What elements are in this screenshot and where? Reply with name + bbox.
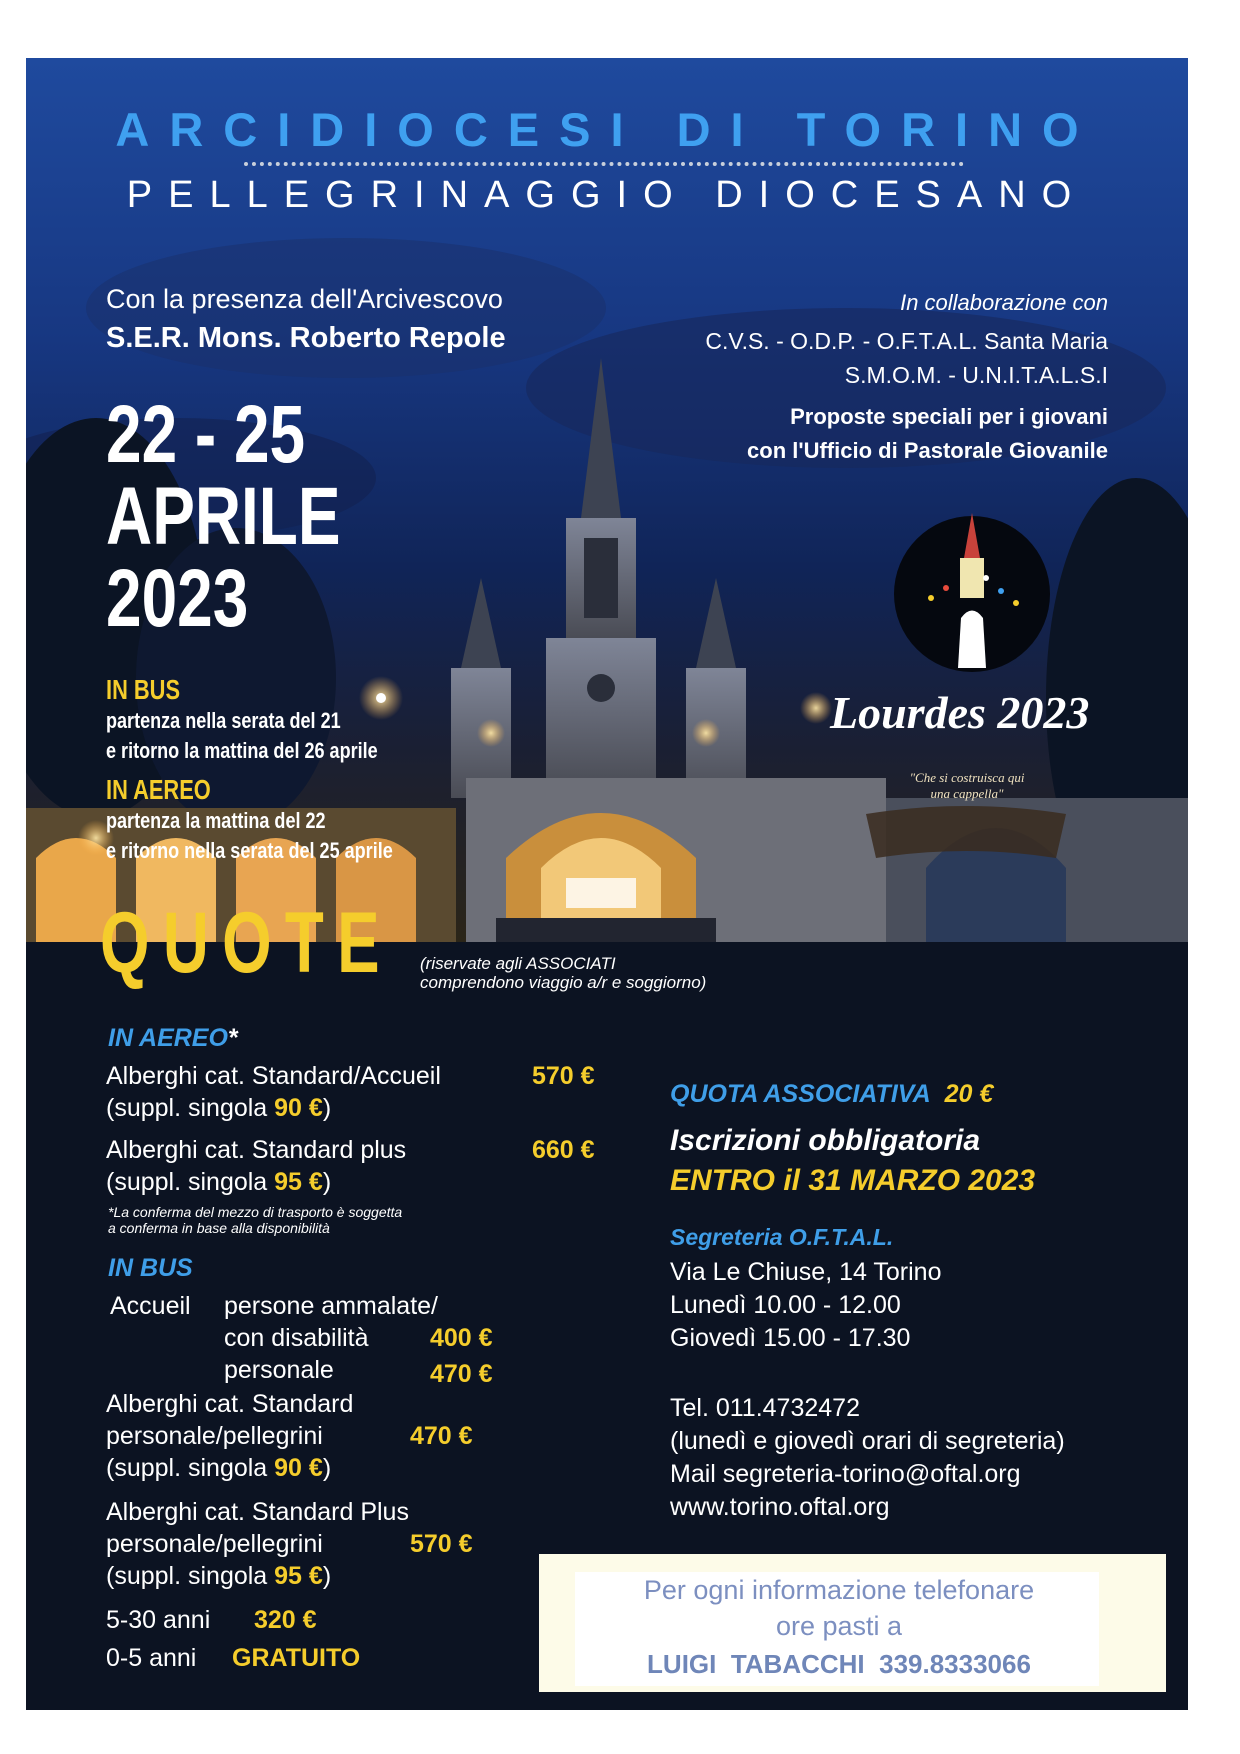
header-dotted-divider bbox=[244, 162, 964, 166]
quote-title: QUOTE bbox=[100, 895, 393, 991]
aereo-footnote: *La conferma del mezzo di trasporto è soggetta a conferma in base alla disponibilità bbox=[108, 1204, 403, 1236]
lourdes-logo-text bbox=[830, 686, 1089, 739]
bus-section-label: IN BUS bbox=[108, 1254, 193, 1282]
bus-child-price: GRATUITO bbox=[232, 1644, 361, 1672]
office-name: Segreteria O.F.T.A.L. bbox=[670, 1224, 894, 1250]
office-email[interactable]: Mail segreteria-torino@oftal.org bbox=[670, 1460, 1021, 1488]
bus-child-label: 0-5 anni bbox=[106, 1644, 197, 1672]
date-days: 22 - 25 bbox=[106, 389, 306, 480]
aereo-row-standard-accueil-suppl: (suppl. singola 90 €) bbox=[106, 1094, 332, 1122]
bus-youth-price: 320 € bbox=[254, 1606, 317, 1634]
office-hours-monday: Lunedì 10.00 - 12.00 bbox=[670, 1291, 901, 1319]
info-box-line1: Per ogni informazione telefonare bbox=[643, 1575, 1035, 1605]
bus-plus-price: 570 € bbox=[410, 1530, 473, 1558]
presence-line1: Con la presenza dell'Arcivescovo bbox=[106, 284, 503, 314]
bus-standard-sub: personale/pellegrini bbox=[106, 1422, 323, 1450]
date-year: 2023 bbox=[106, 553, 249, 644]
aereo-row-standard-plus-price: 660 € bbox=[532, 1136, 595, 1164]
membership-fee: QUOTA ASSOCIATIVA 20 € bbox=[670, 1080, 994, 1108]
bus-plus-suppl: (suppl. singola 95 €) bbox=[106, 1562, 332, 1590]
registration-line1: Iscrizioni obbligatoria bbox=[670, 1124, 981, 1157]
travel-bus-label: IN BUS bbox=[106, 674, 181, 705]
info-box-line2: ore pasti a bbox=[775, 1611, 903, 1641]
bus-youth-label: 5-30 anni bbox=[106, 1606, 211, 1634]
bus-plus-label: Alberghi cat. Standard Plus bbox=[106, 1498, 409, 1526]
collab-intro: In collaborazione con bbox=[900, 290, 1108, 315]
office-phone-note: (lunedì e giovedì orari di segreteria) bbox=[670, 1427, 1065, 1455]
collab-line1: C.V.S. - O.D.P. - O.F.T.A.L. Santa Maria bbox=[705, 328, 1108, 354]
collab-youth-line2: con l'Ufficio di Pastorale Giovanile bbox=[747, 438, 1108, 463]
info-box bbox=[539, 1554, 1166, 1692]
poster bbox=[26, 58, 1188, 1710]
info-box-contact: LUIGI TABACCHI 339.8333066 bbox=[647, 1649, 1031, 1679]
bus-sick-price: 400 € bbox=[430, 1324, 493, 1352]
bus-plus-sub: personale/pellegrini bbox=[106, 1530, 323, 1558]
quote-note: (riservate agli ASSOCIATI comprendono viaggio a/r e soggiorno) bbox=[420, 954, 707, 992]
aereo-row-standard-accueil: Alberghi cat. Standard/Accueil bbox=[106, 1062, 441, 1090]
archdiocese-title: ARCIDIOCESI DI TORINO bbox=[115, 103, 1099, 156]
office-hours-thursday: Giovedì 15.00 - 17.30 bbox=[670, 1324, 911, 1352]
aereo-row-standard-plus: Alberghi cat. Standard plus bbox=[106, 1136, 407, 1164]
travel-bus-line1: partenza nella serata del 21 bbox=[106, 708, 341, 733]
collab-line2: S.M.O.M. - U.N.I.T.A.L.S.I bbox=[844, 362, 1108, 388]
travel-bus-line2: e ritorno la mattina del 26 aprile bbox=[106, 738, 378, 763]
travel-air-line2: e ritorno nella serata del 25 aprile bbox=[106, 838, 393, 863]
bus-standard-price: 470 € bbox=[410, 1422, 473, 1450]
travel-air-label: IN AEREO bbox=[106, 774, 211, 805]
aereo-row-standard-plus-suppl: (suppl. singola 95 €) bbox=[106, 1168, 332, 1196]
office-website[interactable]: www.torino.oftal.org bbox=[670, 1493, 890, 1521]
office-address: Via Le Chiuse, 14 Torino bbox=[670, 1258, 942, 1286]
bus-staff-label: personale bbox=[224, 1356, 334, 1384]
bus-sick-line2: con disabilità bbox=[224, 1324, 369, 1352]
registration-deadline: ENTRO il 31 MARZO 2023 bbox=[670, 1164, 1036, 1197]
bus-standard-suppl: (suppl. singola 90 €) bbox=[106, 1454, 332, 1482]
lourdes-motto: "Che si costruisca qui una cappella" bbox=[909, 770, 1025, 801]
bus-sick-line1: persone ammalate/ bbox=[224, 1292, 439, 1320]
aereo-section-label: IN AEREO* bbox=[108, 1024, 238, 1052]
pilgrimage-subtitle: PELLEGRINAGGIO DIOCESANO bbox=[126, 174, 1088, 216]
office-phone: Tel. 011.4732472 bbox=[670, 1394, 860, 1422]
collab-youth-line1: Proposte speciali per i giovani bbox=[790, 404, 1108, 429]
bus-accueil-label: Accueil bbox=[110, 1292, 191, 1320]
aereo-row-standard-accueil-price: 570 € bbox=[532, 1062, 595, 1090]
lourdes-logo-title: Lourdes 2023 bbox=[830, 687, 1090, 738]
archbishop-name: S.E.R. Mons. Roberto Repole bbox=[106, 322, 506, 354]
bus-staff-price: 470 € bbox=[430, 1360, 493, 1388]
date-month: APRILE bbox=[106, 471, 341, 562]
travel-air-line1: partenza la mattina del 22 bbox=[106, 808, 326, 833]
bus-standard-label: Alberghi cat. Standard bbox=[106, 1390, 354, 1418]
